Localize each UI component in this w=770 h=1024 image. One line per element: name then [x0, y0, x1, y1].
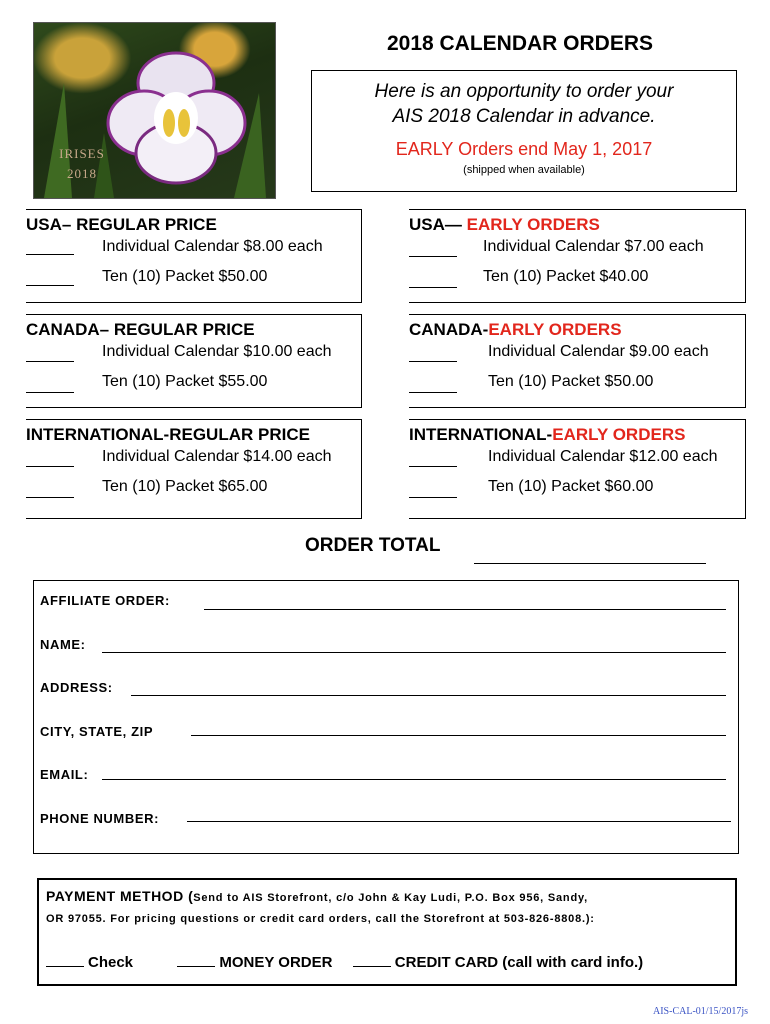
promo-text — [312, 79, 736, 129]
name-label: NAME: — [40, 637, 86, 652]
canada-regular-price-box — [26, 314, 362, 408]
canada-regular-individual-label: Individual Calendar $10.00 each — [102, 343, 332, 360]
credit-card-option-blank[interactable] — [353, 965, 391, 967]
usa-early-individual-label: Individual Calendar $7.00 each — [483, 238, 704, 255]
international-regular-packet-qty[interactable] — [26, 496, 74, 498]
check-option-label: Check — [88, 954, 134, 971]
name-field[interactable] — [102, 652, 726, 653]
usa-early-heading-prefix: USA— — [409, 215, 467, 234]
canada-early-price-box — [409, 314, 746, 408]
canada-early-heading — [409, 320, 622, 340]
international-early-individual-qty[interactable] — [409, 465, 457, 467]
international-early-packet-label: Ten (10) Packet $60.00 — [488, 478, 654, 495]
international-early-price-box — [409, 419, 746, 519]
international-early-heading-red: EARLY ORDERS — [552, 425, 686, 444]
order-total-field[interactable] — [474, 563, 706, 564]
international-early-individual-label: Individual Calendar $12.00 each — [488, 448, 718, 465]
payment-contact-info: OR 97055. For pricing questions or credit card orders, call the Storefront at 503-826-8808.): — [46, 913, 595, 925]
order-info-form — [33, 580, 739, 854]
usa-early-heading-red: EARLY ORDERS — [466, 215, 600, 234]
calendar-cover-image — [33, 22, 276, 199]
money-order-option-label: MONEY ORDER — [219, 954, 333, 971]
international-regular-heading: INTERNATIONAL-REGULAR PRICE — [26, 425, 310, 444]
cover-year-text: 2018 — [67, 166, 97, 181]
affiliate-order-field[interactable] — [204, 609, 726, 610]
canada-early-heading-prefix: CANADA- — [409, 320, 489, 339]
check-option-blank[interactable] — [46, 965, 84, 967]
international-early-heading-prefix: INTERNATIONAL- — [409, 425, 553, 444]
promo-line-2: AIS 2018 Calendar in advance. — [392, 106, 656, 127]
usa-regular-packet-label: Ten (10) Packet $50.00 — [102, 268, 268, 285]
affiliate-order-label: AFFILIATE ORDER: — [40, 593, 170, 608]
payment-heading-main: PAYMENT METHOD ( — [46, 888, 194, 904]
city-state-zip-field[interactable] — [191, 735, 726, 736]
usa-early-heading — [409, 215, 600, 235]
usa-early-price-box — [409, 209, 746, 303]
canada-regular-packet-label: Ten (10) Packet $55.00 — [102, 373, 268, 390]
payment-method-box — [37, 878, 737, 986]
canada-regular-packet-qty[interactable] — [26, 391, 74, 393]
international-regular-packet-label: Ten (10) Packet $65.00 — [102, 478, 268, 495]
shipping-note: (shipped when available) — [463, 164, 585, 176]
canada-early-packet-qty[interactable] — [409, 391, 457, 393]
usa-early-packet-qty[interactable] — [409, 286, 457, 288]
city-state-zip-label: CITY, STATE, ZIP — [40, 724, 154, 739]
canada-regular-heading: CANADA– REGULAR PRICE — [26, 320, 255, 339]
usa-regular-individual-qty[interactable] — [26, 253, 74, 255]
international-regular-individual-qty[interactable] — [26, 465, 74, 467]
international-early-heading — [409, 425, 685, 445]
credit-card-option-label: CREDIT CARD (call with card info.) — [394, 954, 644, 971]
canada-early-individual-qty[interactable] — [409, 360, 457, 362]
money-order-option-blank[interactable] — [177, 965, 215, 967]
phone-number-label: PHONE NUMBER: — [40, 811, 160, 826]
phone-number-field[interactable] — [187, 821, 731, 822]
form-code-footer: AIS-CAL-01/15/2017js — [653, 1006, 748, 1017]
usa-early-packet-label: Ten (10) Packet $40.00 — [483, 268, 649, 285]
international-early-packet-qty[interactable] — [409, 496, 457, 498]
promo-box — [311, 70, 737, 192]
international-regular-price-box — [26, 419, 362, 519]
usa-regular-packet-qty[interactable] — [26, 284, 74, 286]
international-regular-individual-label: Individual Calendar $14.00 each — [102, 448, 332, 465]
email-label: EMAIL: — [40, 767, 89, 782]
promo-line-1: Here is an opportunity to order your — [374, 81, 674, 102]
usa-early-individual-qty[interactable] — [409, 255, 457, 257]
usa-regular-heading: USA– REGULAR PRICE — [26, 215, 217, 234]
canada-early-individual-label: Individual Calendar $9.00 each — [488, 343, 709, 360]
address-field[interactable] — [131, 695, 726, 696]
usa-regular-price-box — [26, 209, 362, 303]
early-orders-deadline: EARLY Orders end May 1, 2017 — [395, 139, 653, 159]
canada-early-heading-red: EARLY ORDERS — [488, 320, 622, 339]
payment-options — [46, 954, 643, 971]
email-field[interactable] — [102, 779, 726, 780]
address-label: ADDRESS: — [40, 680, 113, 695]
canada-early-packet-label: Ten (10) Packet $50.00 — [488, 373, 654, 390]
canada-regular-individual-qty[interactable] — [26, 360, 74, 362]
payment-heading — [46, 888, 588, 904]
order-total-label: ORDER TOTAL — [305, 535, 441, 556]
page-title: 2018 CALENDAR ORDERS — [386, 32, 654, 55]
cover-title-text: IRISES — [59, 146, 105, 161]
payment-address: Send to AIS Storefront, c/o John & Kay Ludi, P.O. Box 956, Sandy, — [193, 892, 588, 904]
usa-regular-individual-label: Individual Calendar $8.00 each — [102, 238, 323, 255]
